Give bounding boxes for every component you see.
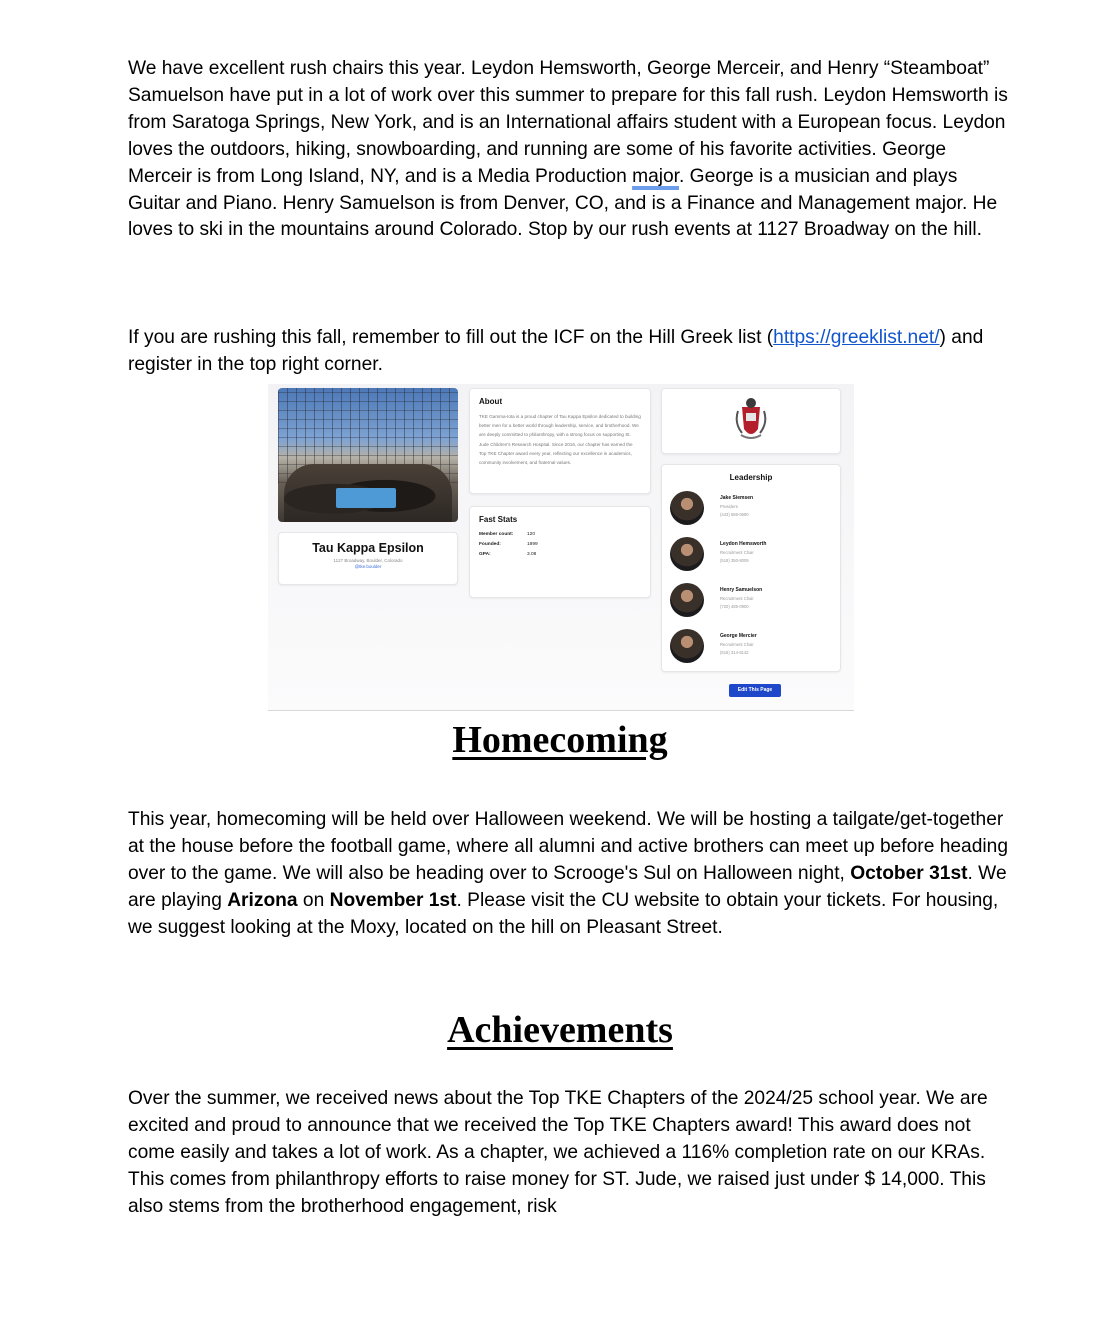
greeklist-link[interactable]: https://greeklist.net/: [773, 327, 940, 348]
icf-paragraph: [128, 325, 1008, 379]
tke-crest-icon: [662, 389, 840, 453]
stat-row: Member count: 120: [479, 532, 536, 537]
leader-item: Henry Samuelson Recruitment Chair (720) 485-0900: [670, 583, 840, 617]
avatar: [670, 583, 704, 617]
about-text: TKE Gamma-Iota is a proud chapter of Tau Kappa Epsilon dedicated to building better men for a better world through leadership, service, and brotherhood. We are deeply committed to philanthropy, with a strong focus on supporting St. Jude Children's Research Hospital. Since 2016, our chapter has earned the Top TKE Chapter award every year, reflecting our excellence in academics, community involvement, and fraternal values.: [479, 414, 641, 466]
homecoming-heading: Homecoming: [452, 719, 668, 761]
stat-row: Founded: 1899: [479, 542, 538, 547]
spellcheck-flagged-word[interactable]: major: [632, 165, 680, 187]
chapter-group-photo: [278, 388, 458, 522]
org-address: 1127 Broadway, Boulder, Colorado: [333, 558, 403, 563]
rush-text-1: We have excellent rush chairs this year. Leydon Hemsworth, George Merceir, and Henry “Steamboat” Samuelson have put in a lot of work over this summer to prepare for this fall rush. Leydon Hemsworth is from Saratoga Springs, New York, and is an International affairs student with a European focus. Leydon loves the outdoors, hiking, snowboarding, and running are some of his favorite activities. George Merceir is from Long Island, NY, and is a Media Production: [128, 58, 1008, 187]
leader-item: George Mercier Recruitment Chair (516) 314-8142: [670, 629, 840, 663]
avatar: [670, 537, 704, 571]
avatar: [670, 629, 704, 663]
stat-row: GPA: 3.08: [479, 552, 537, 557]
icf-text-before: If you are rushing this fall, remember to fill out the ICF on the Hill Greek list (: [128, 327, 774, 348]
fast-stats-title: Fast Stats: [479, 515, 518, 524]
leadership-card: [661, 464, 841, 672]
org-name: Tau Kappa Epsilon: [312, 541, 424, 555]
achievements-paragraph: Over the summer, we received news about the Top TKE Chapters of the 2024/25 school year. We are excited and proud to announce that we received the Top TKE Chapters award! This award does not come easily and takes a lot of work. As a chapter, we achieved a 116% completion rate on our KRAs. This comes from philanthropy efforts to raise money for ST. Jude, we raised just under $ 14,000. This also stems from the brotherhood engagement, risk: [128, 1088, 988, 1217]
fast-stats-card: [469, 506, 651, 598]
homecoming-paragraph: This year, homecoming will be held over Halloween weekend. We will be hosting a tailgate/get-together at the house before the football game, where all alumni and active brothers can meet up before heading over to the game. We will also be heading over to Scrooge's Sul on Halloween night, October 31st. We are playing Arizona on November 1st. Please visit the CU website to obtain your tickets. For housing, we suggest looking at the Moxy, located on the hill on Pleasant Street.: [128, 809, 1008, 938]
embedded-chapter-page-screenshot: [268, 384, 854, 711]
rush-text-2: . George is a musician and plays Guitar and Piano. Henry Samuelson is from Denver, CO, and is a Finance and Management major. He loves to ski in the mountains around Colorado. Stop by our rush events at 1127 Broadway on the hill.: [128, 165, 998, 241]
edit-page-button[interactable]: Edit This Page: [729, 684, 781, 697]
achievements-heading: Achievements: [447, 1009, 673, 1051]
profile-card: [278, 532, 458, 585]
leadership-title: Leadership: [729, 473, 773, 482]
about-card: [469, 388, 651, 494]
about-title: About: [479, 397, 503, 406]
icf-text-after: ) and register in the top right corner.: [128, 327, 984, 375]
org-handle[interactable]: @tke.boulder: [354, 564, 382, 569]
leader-item: Leydon Hemsworth Recruitment Chair (518) 350-8009: [670, 537, 840, 571]
crest-card: [661, 388, 841, 454]
rush-paragraph: [128, 56, 1008, 244]
avatar: [670, 491, 704, 525]
tke-flag: [336, 488, 396, 508]
leader-item: Jake Siemsen President (443) 686-0690: [670, 491, 840, 525]
